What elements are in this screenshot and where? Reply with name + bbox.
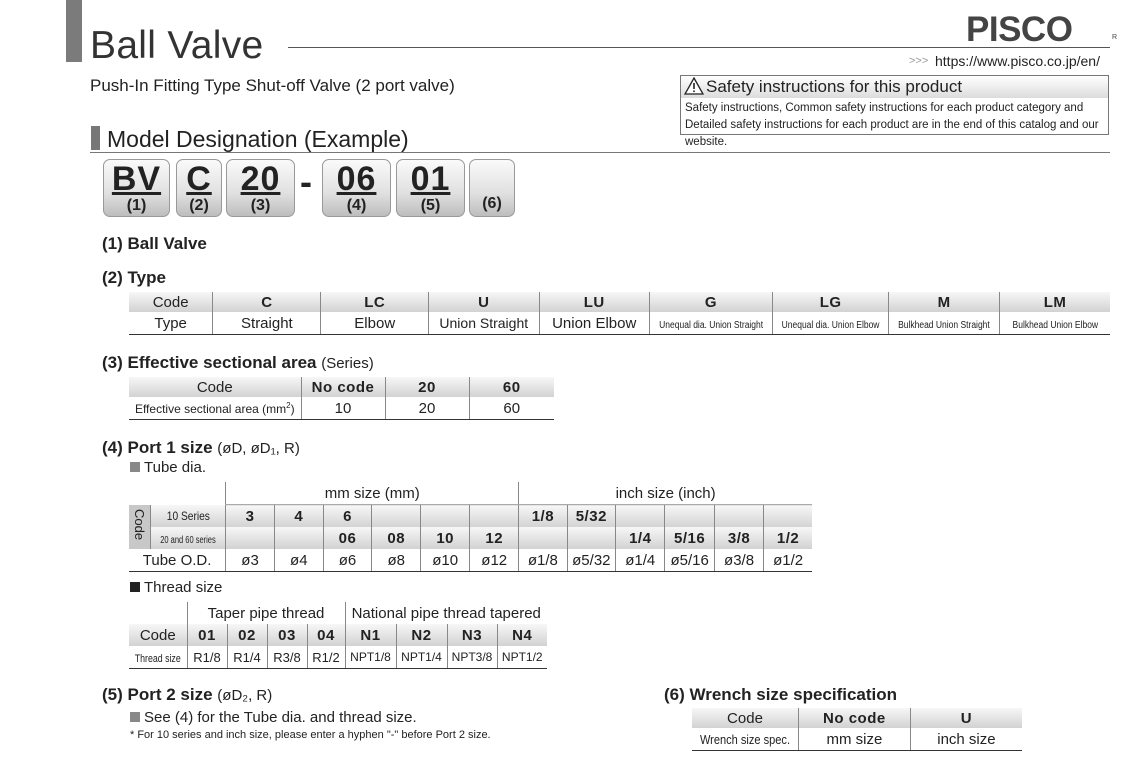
thread-code: N3 <box>447 624 497 646</box>
tube-od: ø1/2 <box>764 549 812 572</box>
url-prefix: >>> <box>909 55 929 67</box>
type-code: G <box>649 292 772 312</box>
type-code: LG <box>773 292 889 312</box>
thread-size: NPT1/8 <box>345 646 396 669</box>
section-5-title-note: (øD₂, R) <box>217 687 273 704</box>
type-value: Bulkhead Union Straight <box>898 319 990 331</box>
pisco-logo: PISCO <box>966 10 1073 49</box>
tube-dia-label-text: Tube dia. <box>144 459 206 476</box>
row-20-60-series-label <box>151 527 226 549</box>
thread-size-table <box>129 602 547 669</box>
section-5-title-text: (5) Port 2 size <box>102 685 213 704</box>
tube-code-20-60 <box>274 527 323 549</box>
tube-code-20-60 <box>567 527 616 549</box>
section-rule <box>90 152 1110 153</box>
row-10-series-label <box>151 505 226 528</box>
thread-code: 01 <box>187 624 227 646</box>
type-code: C <box>213 292 321 312</box>
tube-code-20-60: 08 <box>372 527 421 549</box>
tube-od: ø6 <box>323 549 372 572</box>
model-separator: - <box>300 161 312 202</box>
tube-code-10: 5/32 <box>567 505 616 528</box>
tube-code-10: 4 <box>274 505 323 528</box>
section-5-title <box>102 685 272 705</box>
port2-note-text: See (4) for the Tube dia. and thread size. <box>144 709 417 726</box>
safety-title: Safety instructions for this product <box>706 77 963 96</box>
blank-cell <box>129 602 187 624</box>
sectional-area-table <box>129 377 554 420</box>
thread-code: N1 <box>345 624 396 646</box>
taper-thread-label: Taper pipe thread <box>187 602 345 624</box>
type-code: M <box>889 292 1000 312</box>
model-code: BV <box>111 160 162 198</box>
tube-od: ø5/32 <box>567 549 616 572</box>
model-code: 01 <box>410 160 451 198</box>
page-subtitle: Push-In Fitting Type Shut-off Valve (2 port valve) <box>90 76 455 95</box>
thread-code-label: Code <box>129 624 187 646</box>
type-code: U <box>428 292 539 312</box>
tube-code-10 <box>372 505 421 528</box>
tube-od-label: Tube O.D. <box>129 549 226 572</box>
section-4-title-text: (4) Port 1 size <box>102 438 213 457</box>
area-row-label-text: Effective sectional area (mm <box>134 401 287 416</box>
area-code: No code <box>301 377 385 397</box>
tube-code-20-60: 06 <box>323 527 372 549</box>
tube-code-10: 1/8 <box>519 505 567 528</box>
page-title: Ball Valve <box>90 24 264 67</box>
section-3-title-note: (Series) <box>321 355 374 372</box>
thread-code: 03 <box>267 624 307 646</box>
safety-text: Safety instructions, Common safety instructions for each product category and Detailed safety instructions for each product are in the end of this catalog and our website. <box>685 102 1099 148</box>
area-value: 10 <box>301 397 385 420</box>
tube-od: ø4 <box>274 549 323 572</box>
tube-code-label-text: Code <box>132 509 148 541</box>
tube-od: ø10 <box>421 549 470 572</box>
website-link[interactable]: https://www.pisco.co.jp/en/ <box>935 53 1100 69</box>
area-value: 60 <box>469 397 554 420</box>
thread-size: R1/2 <box>307 646 345 669</box>
model-box-1 <box>103 159 170 217</box>
model-box-2 <box>176 159 222 217</box>
tube-code-10 <box>470 505 519 528</box>
tube-code-10: 3 <box>226 505 275 528</box>
type-code: LU <box>539 292 649 312</box>
section-accent-bar <box>91 126 100 150</box>
section-4-title-note: (øD, øD₁, R) <box>217 440 300 457</box>
thread-code: 02 <box>227 624 267 646</box>
inch-size-label: inch size (inch) <box>519 482 812 505</box>
model-num: (4) <box>346 197 367 214</box>
type-table <box>129 292 1110 335</box>
area-code-label: Code <box>129 377 301 397</box>
model-code: 06 <box>336 160 377 198</box>
type-value: Straight <box>213 312 321 335</box>
tube-code-20-60: 10 <box>421 527 470 549</box>
tube-od: ø1/4 <box>616 549 665 572</box>
row-20-60-series-text: 20 and 60 series <box>160 534 216 546</box>
model-num: (2) <box>189 197 209 214</box>
type-code: LC <box>321 292 429 312</box>
section-6-title: (6) Wrench size specification <box>664 685 898 704</box>
section-3-title <box>102 353 374 373</box>
port2-footnote: * For 10 series and inch size, please enter a hyphen "-" before Port 2 size. <box>130 729 491 741</box>
tube-code-20-60: 5/16 <box>665 527 715 549</box>
thread-size: NPT3/8 <box>447 646 497 669</box>
thread-row-label <box>129 646 187 669</box>
thread-size: NPT1/4 <box>396 646 447 669</box>
thread-row-label-text: Thread size <box>134 652 181 665</box>
wrench-row-label <box>692 728 798 751</box>
model-code: C <box>186 160 212 198</box>
tube-code-20-60: 1/2 <box>764 527 812 549</box>
tube-code-10 <box>714 505 763 528</box>
tube-size-table <box>129 482 812 572</box>
thread-code: N2 <box>396 624 447 646</box>
type-value: Union Elbow <box>539 312 649 335</box>
tube-code-20-60 <box>226 527 275 549</box>
tube-od: ø3 <box>226 549 275 572</box>
tube-code-20-60: 1/4 <box>616 527 665 549</box>
section-4-title <box>102 438 300 458</box>
tube-od: ø12 <box>470 549 519 572</box>
model-designation-title: Model Designation (Example) <box>107 126 409 152</box>
model-code: 20 <box>240 160 281 198</box>
type-value: Unequal dia. Union Elbow <box>781 319 880 331</box>
thread-size: R1/8 <box>187 646 227 669</box>
type-value: Elbow <box>321 312 429 335</box>
tube-code-20-60 <box>519 527 567 549</box>
safety-box <box>680 75 1109 148</box>
tube-code-20-60: 12 <box>470 527 519 549</box>
wrench-value: inch size <box>910 728 1022 751</box>
wrench-size-table <box>692 708 1022 751</box>
type-value: Union Straight <box>428 312 539 335</box>
type-value: Bulkhead Union Elbow <box>1012 319 1098 331</box>
row-10-series-text: 10 Series <box>166 508 210 523</box>
tube-dia-label <box>130 459 206 476</box>
square-bullet-icon <box>130 712 140 722</box>
section-2-title: (2) Type <box>102 268 166 287</box>
tube-code-20-60: 3/8 <box>714 527 763 549</box>
blank-cell <box>129 482 226 505</box>
mm-size-label: mm size (mm) <box>226 482 519 505</box>
model-num: (6) <box>482 195 502 212</box>
tube-code-10 <box>616 505 665 528</box>
type-code: LM <box>1000 292 1110 312</box>
wrench-code-label: Code <box>692 708 798 728</box>
tube-code-10: 6 <box>323 505 372 528</box>
warning-triangle-icon <box>684 77 704 95</box>
type-value: Unequal dia. Union Straight <box>659 319 763 331</box>
wrench-code: U <box>910 708 1022 728</box>
area-row-label-end: ) <box>290 401 295 416</box>
model-num: (3) <box>250 197 271 214</box>
tube-od: ø5/16 <box>665 549 715 572</box>
tube-code-10 <box>764 505 812 528</box>
area-code: 60 <box>469 377 554 397</box>
registered-mark: R <box>1112 34 1118 41</box>
model-box-4 <box>322 159 391 217</box>
model-num: (5) <box>420 197 441 214</box>
area-code: 20 <box>385 377 469 397</box>
model-box-3 <box>226 159 295 217</box>
thread-code: N4 <box>497 624 547 646</box>
wrench-code: No code <box>798 708 910 728</box>
tube-code-10 <box>421 505 470 528</box>
thread-code: 04 <box>307 624 345 646</box>
square-bullet-icon <box>130 582 140 592</box>
area-row-label <box>129 397 301 420</box>
wrench-row-label-text: Wrench size spec. <box>699 731 791 747</box>
square-bullet-icon <box>130 462 140 472</box>
section-1-title: (1) Ball Valve <box>102 234 207 253</box>
npt-label: National pipe thread tapered <box>345 602 547 624</box>
tube-od: ø1/8 <box>519 549 567 572</box>
thread-size: R3/8 <box>267 646 307 669</box>
model-box-5 <box>396 159 465 217</box>
tube-od: ø3/8 <box>714 549 763 572</box>
thread-size-label-text: Thread size <box>144 579 223 596</box>
area-value: 20 <box>385 397 469 420</box>
title-accent-bar <box>66 0 82 62</box>
thread-size: NPT1/2 <box>497 646 547 669</box>
area-row-label-sup: 2 <box>286 400 291 410</box>
thread-size-label <box>130 579 222 596</box>
thread-size: R1/4 <box>227 646 267 669</box>
section-3-title-text: (3) Effective sectional area <box>102 353 317 372</box>
tube-od: ø8 <box>372 549 421 572</box>
model-num: (1) <box>126 197 147 214</box>
model-box-6 <box>469 159 515 217</box>
tube-code-label <box>129 505 151 550</box>
type-code-label: Code <box>129 292 213 312</box>
wrench-value: mm size <box>798 728 910 751</box>
tube-code-10 <box>665 505 715 528</box>
type-row-label: Type <box>129 312 213 335</box>
port2-note <box>130 709 417 726</box>
safety-header <box>681 76 1108 98</box>
